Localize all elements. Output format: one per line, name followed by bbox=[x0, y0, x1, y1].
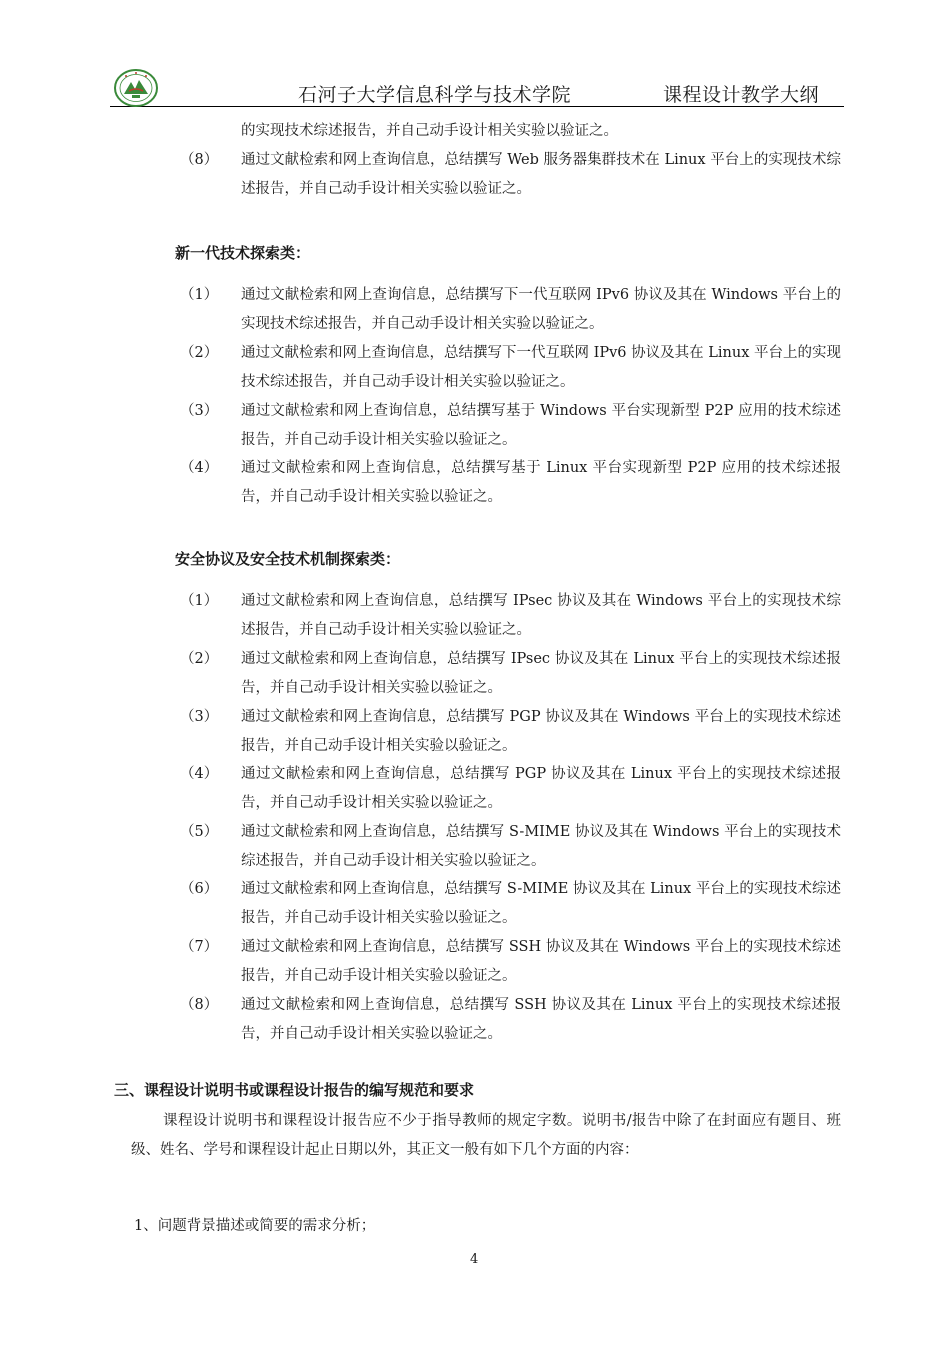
item-text: 通过文献检索和网上查询信息，总结撰写 S-MIME 协议及其在 Windows 平台上的实现技术综述报告，并自己动手设计相关实验以验证之。 bbox=[241, 824, 841, 869]
item-number: （8） bbox=[180, 997, 219, 1013]
item-text: 通过文献检索和网上查询信息，总结撰写 PGP 协议及其在 Linux 平台上的实现技术综述报告，并自己动手设计相关实验以验证之。 bbox=[241, 766, 841, 811]
university-seal-icon bbox=[112, 68, 160, 108]
section-paragraph: 课程设计说明书和课程设计报告应不少于指导教师的规定字数。说明书/报告中除了在封面应有题目、班级、姓名、学号和课程设计起止日期以外，其正文一般有如下几个方面的内容： bbox=[131, 1113, 841, 1158]
item-text: 通过文献检索和网上查询信息，总结撰写 IPsec 协议及其在 Linux 平台上的实现技术综述报告，并自己动手设计相关实验以验证之。 bbox=[241, 651, 841, 696]
item-text: 通过文献检索和网上查询信息，总结撰写 SSH 协议及其在 Linux 平台上的实现技术综述报告，并自己动手设计相关实验以验证之。 bbox=[241, 997, 841, 1042]
item-text: 通过文献检索和网上查询信息，总结撰写 S-MIME 协议及其在 Linux 平台上的实现技术综述报告，并自己动手设计相关实验以验证之。 bbox=[241, 881, 841, 926]
item-number: （4） bbox=[180, 460, 219, 476]
item-number: （2） bbox=[180, 651, 219, 667]
subsection-title-security: 安全协议及安全技术机制探索类： bbox=[175, 550, 401, 568]
item-text: 通过文献检索和网上查询信息，总结撰写基于 Windows 平台实现新型 P2P 应用的技术综述报告，并自己动手设计相关实验以验证之。 bbox=[241, 403, 841, 448]
item-number: （8） bbox=[180, 152, 219, 168]
item-number: （1） bbox=[180, 593, 219, 609]
page-number: 4 bbox=[470, 1252, 479, 1267]
item-text: 通过文献检索和网上查询信息，总结撰写下一代互联网 IPv6 协议及其在 Windows 平台上的实现技术综述报告，并自己动手设计相关实验以验证之。 bbox=[241, 287, 841, 332]
item-text: 通过文献检索和网上查询信息，总结撰写 SSH 协议及其在 Windows 平台上的实现技术综述报告，并自己动手设计相关实验以验证之。 bbox=[241, 939, 841, 984]
item-text: 通过文献检索和网上查询信息，总结撰写 IPsec 协议及其在 Windows 平台上的实现技术综述报告，并自己动手设计相关实验以验证之。 bbox=[241, 593, 841, 638]
point-1: 1、问题背景描述或简要的需求分析； bbox=[134, 1218, 376, 1234]
item-text: 通过文献检索和网上查询信息，总结撰写 Web 服务器集群技术在 Linux 平台上的实现技术综述报告，并自己动手设计相关实验以验证之。 bbox=[241, 152, 841, 197]
item-number: （6） bbox=[180, 881, 219, 897]
item-number: （1） bbox=[180, 287, 219, 303]
subsection-title-next-gen: 新一代技术探索类： bbox=[175, 244, 311, 262]
item-number: （3） bbox=[180, 403, 219, 419]
item-number: （5） bbox=[180, 824, 219, 840]
page-header bbox=[110, 66, 844, 107]
section-title-three: 三、课程设计说明书或课程设计报告的编写规范和要求 bbox=[114, 1081, 475, 1099]
header-right-title: 课程设计教学大纲 bbox=[663, 84, 820, 106]
item-number: （2） bbox=[180, 345, 219, 361]
item-number: （4） bbox=[180, 766, 219, 782]
item-number: （3） bbox=[180, 709, 219, 725]
header-left-title: 石河子大学信息科学与技术学院 bbox=[298, 84, 572, 106]
item-text: 通过文献检索和网上查询信息，总结撰写 PGP 协议及其在 Windows 平台上的实现技术综述报告，并自己动手设计相关实验以验证之。 bbox=[241, 709, 841, 754]
item-text: 通过文献检索和网上查询信息，总结撰写基于 Linux 平台实现新型 P2P 应用的技术综述报告，并自己动手设计相关实验以验证之。 bbox=[241, 460, 841, 505]
continuation-text: 的实现技术综述报告，并自己动手设计相关实验以验证之。 bbox=[241, 123, 618, 139]
item-number: （7） bbox=[180, 939, 219, 955]
item-text: 通过文献检索和网上查询信息，总结撰写下一代互联网 IPv6 协议及其在 Linux 平台上的实现技术综述报告，并自己动手设计相关实验以验证之。 bbox=[241, 345, 841, 390]
